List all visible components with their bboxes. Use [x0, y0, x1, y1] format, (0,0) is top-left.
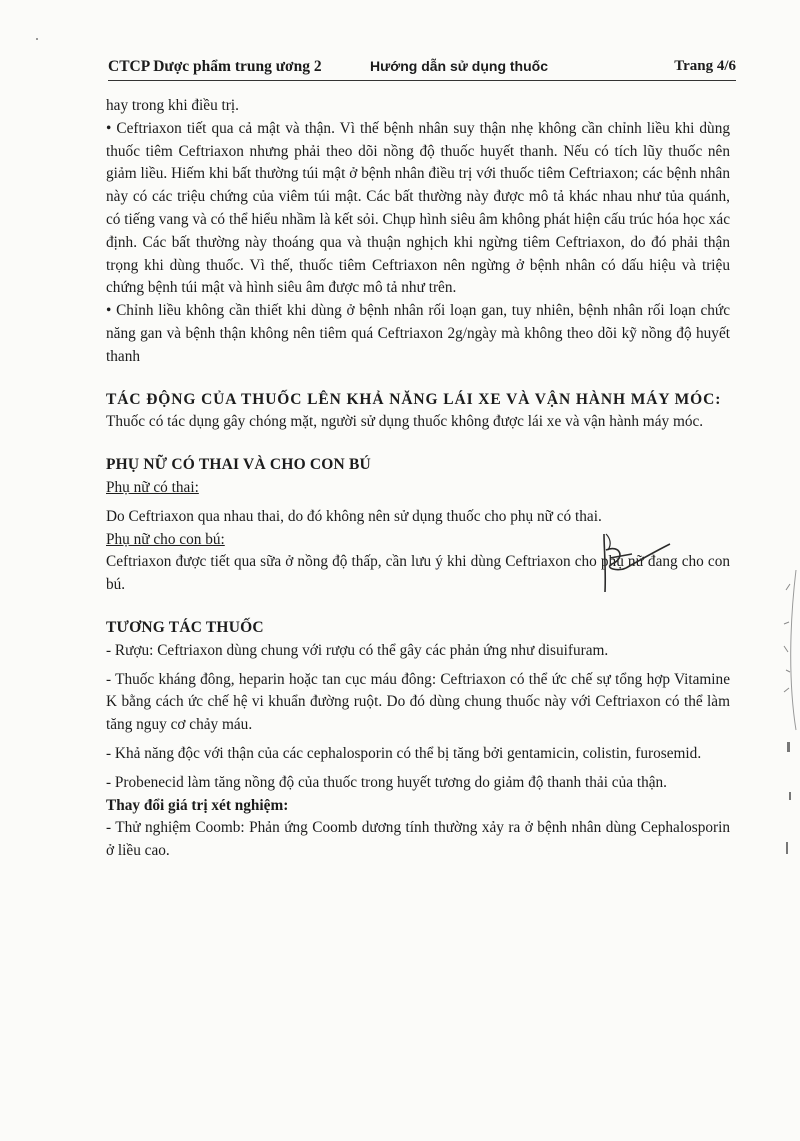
subheading-nursing: Phụ nữ cho con bú: [106, 530, 225, 548]
handwritten-signature [596, 528, 676, 600]
interaction-item: - Rượu: Ceftriaxon dùng chung với rượu có thể gây các phản ứng như disuifuram. [106, 641, 609, 659]
driving-text: Thuốc có tác dụng gây chóng mặt, người sử dụng thuốc không được lái xe và vận hành máy móc. [106, 413, 704, 431]
paragraph-bullet-hepatic: • Chỉnh liều không cần thiết khi dùng ở bệnh nhân rối loạn gan, tuy nhiên, bệnh nhân rối loạn chức năng gan và bệnh thận không nên tiêm quá Ceftriaxon 2g/ngày mà không theo dõi kỹ nồng độ huyết thanh [106, 302, 730, 365]
page-number: Trang 4/6 [674, 58, 736, 74]
interaction-item: - Thuốc kháng đông, heparin hoặc tan cục máu đông: Ceftriaxon có thể ức chế sự tổng hợp Vitamine K bằng cách ức chế hệ vi khuẩn đường ruột. Do đó dùng chung thuốc này với Ceftriaxon có thể làm tăng nguy cơ chảy máu. [106, 670, 730, 734]
margin-mark [789, 792, 791, 800]
section-heading-pregnancy: PHỤ NỮ CÓ THAI VÀ CHO CON BÚ [106, 456, 371, 474]
paragraph-continued: hay trong khi điều trị. [106, 97, 239, 114]
document-body [106, 95, 730, 863]
interaction-item: - Probenecid làm tăng nồng độ của thuốc trong huyết tương do giảm độ thanh thải của thận. [106, 773, 667, 791]
lab-heading: Thay đổi giá trị xét nghiệm: [106, 796, 289, 814]
pregnant-text: Do Ceftriaxon qua nhau thai, do đó không nên sử dụng thuốc cho phụ nữ có thai. [106, 507, 602, 525]
subheading-pregnant: Phụ nữ có thai: [106, 478, 199, 496]
section-heading-driving: TÁC ĐỘNG CỦA THUỐC LÊN KHẢ NĂNG LÁI XE VÀ VẬN HÀNH MÁY MÓC: [106, 390, 722, 408]
lab-text: - Thử nghiệm Coomb: Phản ứng Coomb dương tính thường xảy ra ở bệnh nhân dùng Cephalosporin ở liều cao. [106, 819, 730, 860]
nursing-text: Ceftriaxon được tiết qua sữa ở nồng độ thấp, cần lưu ý khi dùng Ceftriaxon cho phụ nữ đang cho con bú. [106, 553, 730, 594]
margin-mark [787, 742, 790, 752]
section-heading-interactions: TƯƠNG TÁC THUỐC [106, 618, 264, 636]
margin-mark [36, 38, 38, 40]
margin-mark [786, 842, 788, 854]
company-name: CTCP Dược phẩm trung ương 2 [108, 58, 322, 75]
interaction-item: - Khả năng độc với thận của các cephalosporin có thể bị tăng bởi gentamicin, colistin, furosemid. [106, 744, 702, 762]
page-header [108, 54, 736, 81]
document-title: Hướng dẫn sử dụng thuốc [370, 58, 548, 74]
stamp-fragment [774, 560, 800, 740]
paragraph-bullet-renal: • Ceftriaxon tiết qua cả mật và thận. Vì thế bệnh nhân suy thận nhẹ không cần chỉnh liều khi dùng thuốc tiêm Ceftriaxon nhưng phải theo dõi nồng độ thuốc huyết thanh. Nếu có tích lũy thuốc nên giảm liều. Hiếm khi bất thường túi mật ở bệnh nhân điều trị với thuốc tiêm Ceftriaxon; các bệnh nhân này có các triệu chứng của viêm túi mật. Các bất thường này được mô tả khác nhau như tủa quánh, có tiếng vang và có thể hiểu nhầm là kết sỏi. Chụp hình siêu âm không phát hiện cấu trúc hóa học xác định. Các bất thường này thoáng qua và thuận nghịch khi ngừng tiêm Ceftriaxon, do đó phải thận trọng khi dùng thuốc. Vì thế, thuốc tiêm Ceftriaxon nên ngừng ở bệnh nhân có dấu hiệu và triệu chứng bệnh túi mật và hình siêu âm được mô tả như trên. [106, 119, 730, 297]
